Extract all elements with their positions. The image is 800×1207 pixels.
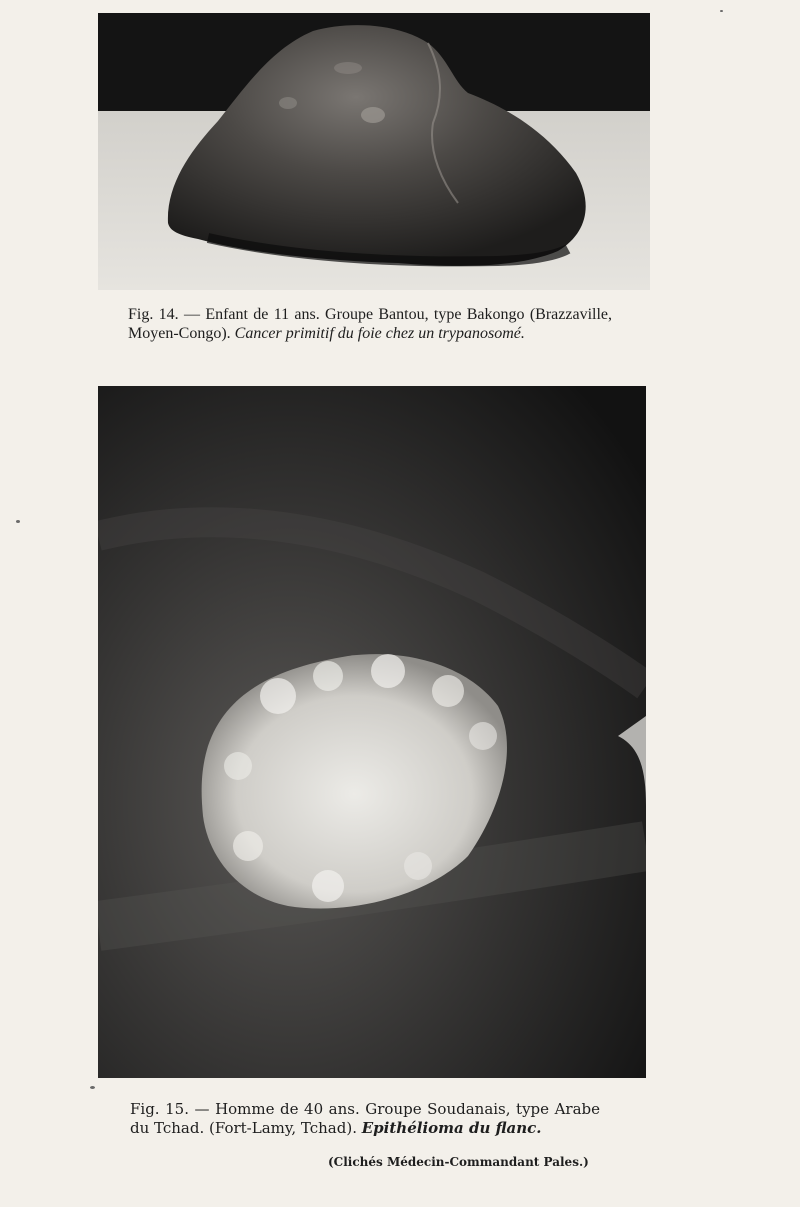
fig15-diagnosis: Epithélioma du flanc. (361, 1119, 542, 1137)
fig14-caption (128, 305, 612, 343)
page-speck (90, 1086, 95, 1089)
fig14-description: Enfant de 11 ans. Groupe Bantou, type Bakongo (Brazzaville, Moyen-Congo). (128, 306, 613, 342)
page-speck (720, 10, 723, 12)
fig14-diagnosis: Cancer primitif du foie chez un trypanosomé. (234, 325, 525, 342)
fig15-caption (130, 1100, 600, 1138)
fig14-label: Fig. 14. — (128, 306, 200, 323)
fig14-photo-liver-specimen (98, 13, 650, 290)
page-speck (16, 520, 20, 523)
fig15-description: Homme de 40 ans. Groupe Soudanais, type Arabe du Tchad. (Fort-Lamy, Tchad). (130, 1100, 600, 1137)
fig15-label: Fig. 15. — (130, 1100, 210, 1118)
photo-credit: (Clichés Médecin-Commandant Pales.) (328, 1155, 589, 1169)
fig15-photo-flank-lesion (98, 386, 646, 1078)
